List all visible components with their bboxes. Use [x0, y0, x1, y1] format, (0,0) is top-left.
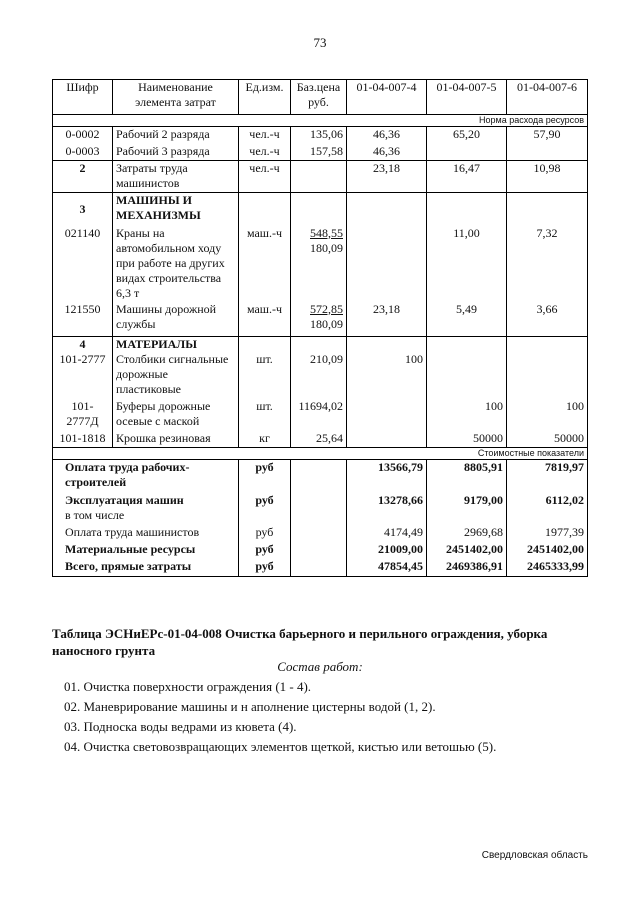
works-title: Состав работ: [277, 659, 363, 674]
cost-band: Стоимостные показатели [53, 447, 588, 459]
totals-row: Всего, прямые затраты руб 47854,45 2469386,91 2465333,99 [53, 559, 588, 576]
header-price: Баз.цена руб. [291, 80, 347, 115]
section-title: Таблица ЭСНиЕРс-01-04-008 Очистка барьерного и перильного ограждения, уборка наносного грунта [52, 626, 548, 658]
works-list [64, 677, 496, 757]
table-row: 0-0003 Рабочий 3 разряда чел.-ч 157,58 46,36 [53, 144, 588, 161]
list-item: 04. Очистка световозвращающих элементов щеткой, кистью или ветошью (5). [64, 739, 497, 754]
table-row: 0-0002 Рабочий 2 разряда чел.-ч 135,06 46,36 65,20 57,90 [53, 127, 588, 144]
totals-row: Материальные ресурсы руб 21009,00 2451402,00 2451402,00 [53, 542, 588, 559]
page-number: 73 [313, 35, 327, 50]
table-row: 121550 Машины дорожной службы маш.-ч 572,85 180,09 23,18 5,49 3,66 [53, 302, 588, 337]
totals-row: Оплата труда рабочих-строителей руб 13566,79 8805,91 7819,97 [53, 459, 588, 493]
header-unit: Ед.изм. [239, 80, 291, 115]
header-col-5: 01-04-007-5 [427, 80, 507, 115]
list-item: 02. Маневрирование машины и н аполнение цистерны водой (1, 2). [64, 699, 436, 714]
norm-band: Норма расхода ресурсов [53, 115, 588, 127]
header-code: Шифр [53, 80, 113, 115]
table-row: 101-1818 Крошка резиновая кг 25,64 50000 50000 [53, 431, 588, 447]
table-row: 101-2777Д Буферы дорожные осевые с маской шт. 11694,02 100 100 [53, 399, 588, 431]
header-col-6: 01-04-007-6 [507, 80, 588, 115]
table-row: 021140 Краны на автомобильном ходу при работе на других видах строительства 6,3 т маш.-ч 548,55 180,09 11,00 7,32 [53, 226, 588, 302]
totals-row: Эксплуатация машин в том числе руб 13278,66 9179,00 6112,02 [53, 493, 588, 525]
region-footer: Свердловская область [481, 850, 588, 861]
table-row: 3 МАШИНЫ И МЕХАНИЗМЫ [53, 193, 588, 226]
totals-row: Оплата труда машинистов руб 4174,49 2969,68 1977,39 [53, 525, 588, 542]
header-col-4: 01-04-007-4 [347, 80, 427, 115]
table-row: 4 МАТЕРИАЛЫ [53, 337, 588, 353]
table-header [53, 80, 588, 115]
list-item: 01. Очистка поверхности ограждения (1 - 4). [64, 679, 312, 694]
header-name: Наименование элемента затрат [113, 80, 239, 115]
resource-table [52, 79, 588, 577]
table-row: 101-2777 Столбики сигнальные дорожные пластиковые шт. 210,09 100 [53, 352, 588, 399]
list-item: 03. Подноска воды ведрами из кювета (4). [64, 719, 297, 734]
table-row: 2 Затраты труда машинистов чел.-ч 23,18 16,47 10,98 [53, 161, 588, 193]
